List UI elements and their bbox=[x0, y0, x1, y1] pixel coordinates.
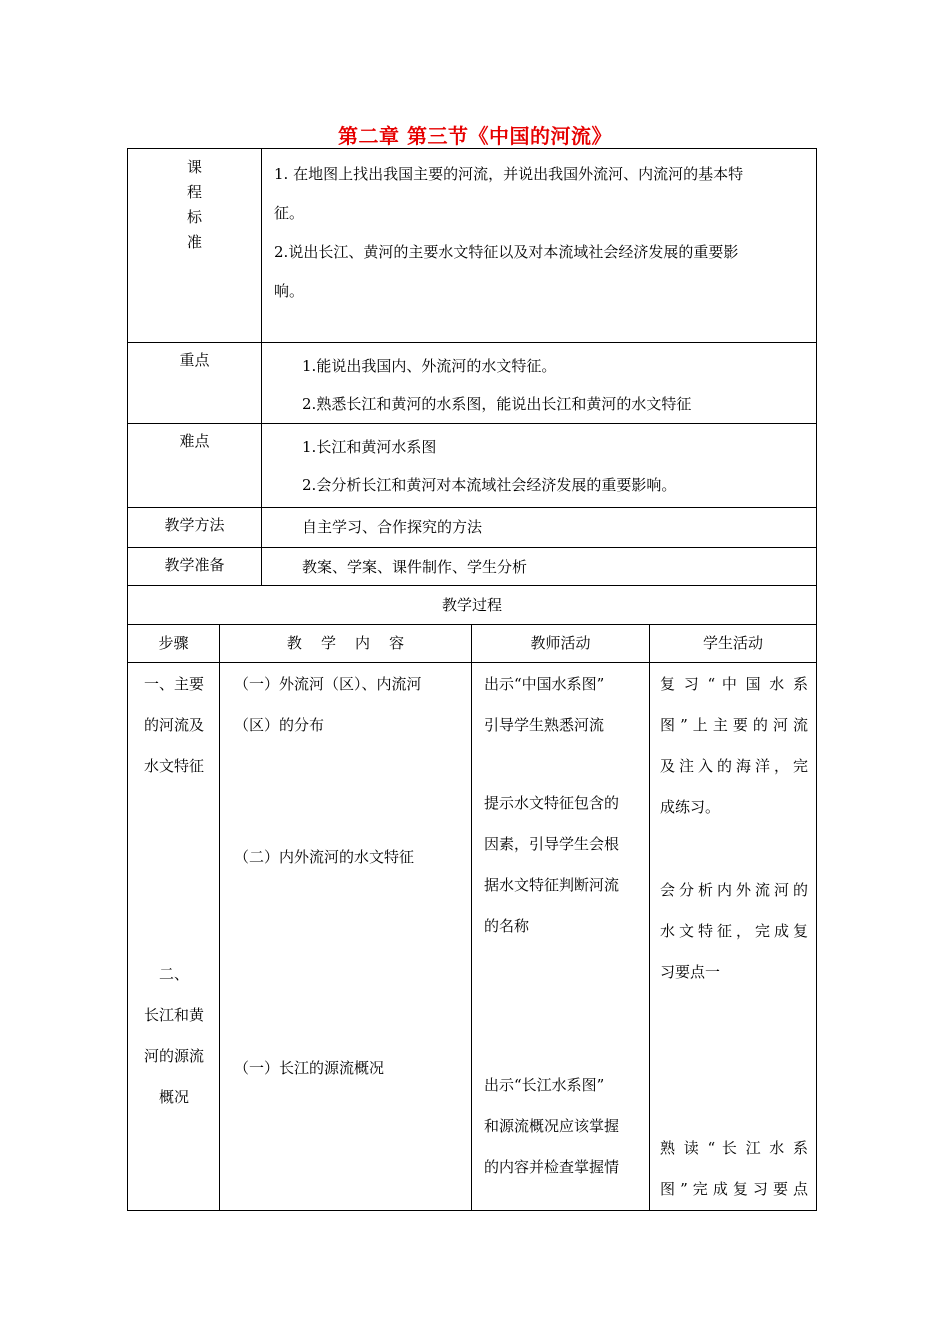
method-value: 自主学习、合作探究的方法 bbox=[262, 508, 817, 548]
method-label: 教学方法 bbox=[128, 508, 262, 548]
student-2: 会分析内外流河的 水文特征，完成复 习要点一 bbox=[660, 881, 809, 981]
col-teacher-header: 教师活动 bbox=[472, 625, 650, 663]
preparation-row bbox=[128, 548, 817, 586]
key-points-label: 重点 bbox=[128, 343, 262, 424]
content-3: （一）长江的源流概况 bbox=[234, 1059, 385, 1077]
teacher-1: 出示“中国水系图” 引导学生熟悉河流 bbox=[484, 675, 605, 734]
col-content-header: 教 学 内 容 bbox=[220, 625, 472, 663]
student-1: 复 习 “ 中 国 水 系 图”上主要的河流 及注入的海洋，完 成练习。 bbox=[660, 675, 809, 816]
lesson-plan-table bbox=[127, 148, 817, 1211]
preparation-value: 教案、学案、课件制作、学生分析 bbox=[262, 548, 817, 586]
teacher-cell bbox=[472, 663, 650, 1211]
process-title-row bbox=[128, 586, 817, 625]
student-3: 熟 读 “ 长 江 水 系 图”完成复习要点 bbox=[660, 1139, 809, 1198]
teacher-2: 提示水文特征包含的 因素，引导学生会根 据水文特征判断河流 的名称 bbox=[484, 794, 620, 935]
process-body-row bbox=[128, 663, 817, 1211]
step-1: 一、主要 的河流及 水文特征 bbox=[143, 675, 204, 775]
col-student-header: 学生活动 bbox=[650, 625, 817, 663]
student-cell bbox=[650, 663, 817, 1211]
step-2: 二、 长江和黄 河的源流 概况 bbox=[143, 965, 204, 1106]
content-2: （二）内外流河的水文特征 bbox=[234, 848, 415, 866]
difficult-points-list: 1.长江和黄河水系图 2.会分析长江和黄河对本流域社会经济发展的重要影响。 bbox=[262, 424, 817, 508]
method-row bbox=[128, 508, 817, 548]
process-title: 教学过程 bbox=[128, 586, 817, 625]
content-cell bbox=[220, 663, 472, 1211]
page-title: 第二章 第三节《中国的河流》 bbox=[338, 124, 612, 148]
col-step-header: 步骤 bbox=[128, 625, 220, 663]
step-cell bbox=[128, 663, 220, 1211]
difficult-points-row bbox=[128, 424, 817, 508]
course-standard-text: 1. 在地图上找出我国主要的河流，并说出我国外流河、内流河的基本特 征。 2.说出长江、黄河的主要水文特征以及对本流域社会经济发展的重要影 响。 bbox=[262, 149, 817, 343]
preparation-label: 教学准备 bbox=[128, 548, 262, 586]
key-points-row bbox=[128, 343, 817, 424]
key-points-list: 1.能说出我国内、外流河的水文特征。 2.熟悉长江和黄河的水系图，能说出长江和黄河的水文特征 bbox=[262, 343, 817, 424]
course-standard-label: 课 程 标 准 bbox=[128, 149, 262, 343]
difficult-points-label: 难点 bbox=[128, 424, 262, 508]
course-standard-row bbox=[128, 149, 817, 343]
teacher-3: 出示“长江水系图” 和源流概况应该掌握 的内容并检查掌握情 bbox=[484, 1076, 620, 1176]
column-header-row bbox=[128, 625, 817, 663]
content-1: （一）外流河（区）、内流河 （区）的分布 bbox=[234, 675, 422, 734]
